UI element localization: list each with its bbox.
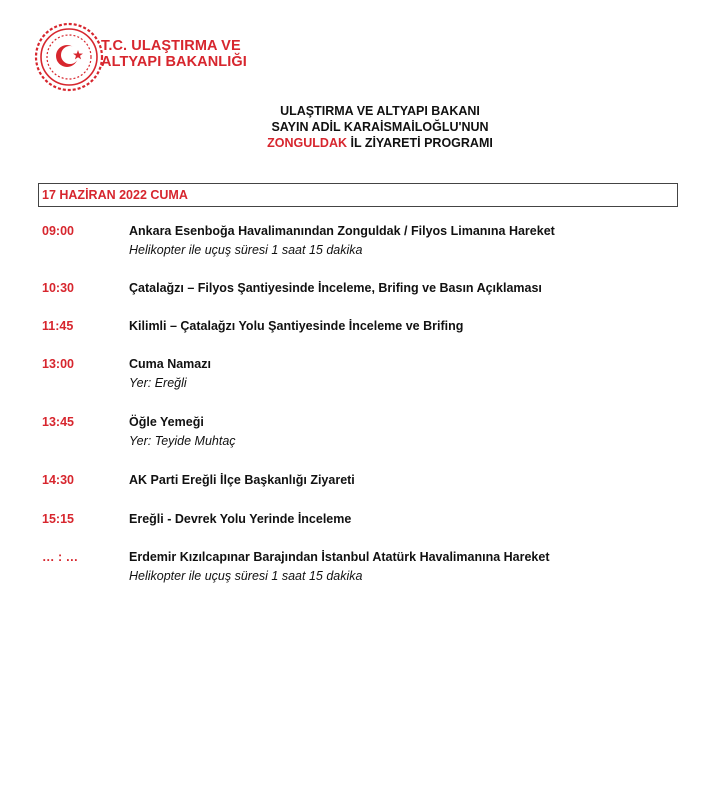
schedule-details [129,280,689,296]
schedule-time: 13:00 [42,357,74,371]
schedule-title: Öğle Yemeği [129,415,204,429]
schedule-title: AK Parti Ereğli İlçe Başkanlığı Ziyareti [129,473,355,487]
schedule-note: Helikopter ile uçuş süresi 1 saat 15 dakika [129,243,363,257]
schedule-time: … : … [42,550,79,564]
schedule-title: Ankara Esenboğa Havalimanından Zonguldak / Filyos Limanına Hareket [129,224,555,238]
ministry-name [101,38,247,70]
schedule-title: Cuma Namazı [129,357,211,371]
schedule-details [129,414,689,449]
ministry-name-line-1: T.C. ULAŞTIRMA VE [101,38,241,54]
ministry-name-line-2: ALTYAPI BAKANLIĞI [101,54,247,70]
date-header: 17 HAZİRAN 2022 CUMA [38,183,678,207]
schedule-note: Yer: Teyide Muhtaç [129,434,236,448]
schedule-time: 13:45 [42,415,74,429]
schedule-note: Yer: Ereğli [129,376,187,390]
schedule-note: Helikopter ile uçuş süresi 1 saat 15 dakika [129,569,363,583]
schedule-details [129,318,689,334]
schedule-time: 10:30 [42,281,74,295]
heading-line-1: ULAŞTIRMA VE ALTYAPI BAKANI [280,104,480,118]
schedule-title: Ereğli - Devrek Yolu Yerinde İnceleme [129,512,352,526]
schedule-details [129,223,689,258]
schedule-details [129,356,689,391]
schedule-details [129,472,689,488]
schedule-time: 09:00 [42,224,74,238]
schedule-time: 14:30 [42,473,74,487]
program-heading [160,103,600,151]
heading-program-label: İL ZİYARETİ PROGRAMI [347,136,493,150]
schedule-time: 15:15 [42,512,74,526]
schedule-details [129,549,689,584]
heading-city: ZONGULDAK [267,136,347,150]
schedule-title: Erdemir Kızılcapınar Barajından İstanbul Atatürk Havalimanına Hareket [129,550,550,564]
schedule-title: Çatalağzı – Filyos Şantiyesinde İnceleme, Brifing ve Basın Açıklaması [129,281,542,295]
heading-line-3 [160,135,600,151]
ministry-emblem-icon [34,22,104,92]
heading-line-2: SAYIN ADİL KARAİSMAİLOĞLU'NUN [271,120,489,134]
schedule-title: Kilimli – Çatalağzı Yolu Şantiyesinde İnceleme ve Brifing [129,319,464,333]
schedule-time: 11:45 [42,319,74,333]
schedule-details [129,511,689,527]
